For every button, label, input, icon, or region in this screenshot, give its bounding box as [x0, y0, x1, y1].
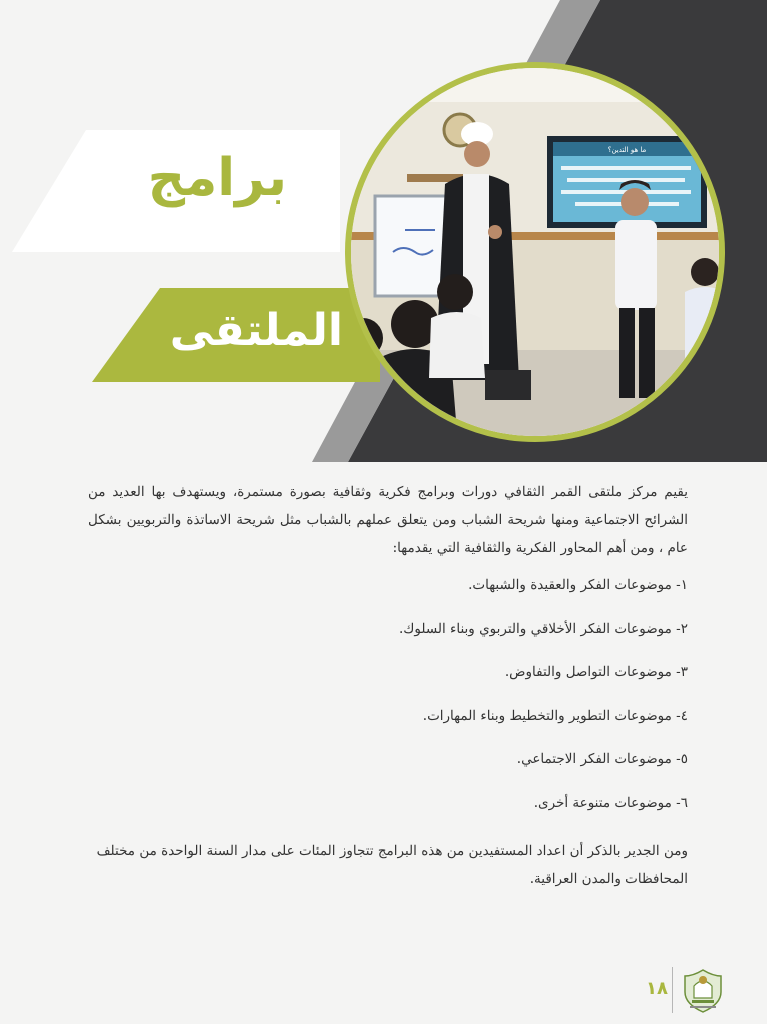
footer-divider: [672, 967, 673, 1013]
closing-paragraph: ومن الجدير بالذكر أن اعداد المستفيدين من هذه البرامج تتجاوز المئات على مدار السنة الواحدة من مختلف المحافظات والمدن العراقية.: [96, 843, 688, 887]
title-multaqa: الملتقى: [169, 305, 343, 356]
list-item: ١- موضوعات الفكر والعقيدة والشبهات.: [468, 577, 688, 593]
body-text: [88, 478, 688, 893]
intro-paragraph: يقيم مركز ملتقى القمر الثقافي دورات وبرامج فكرية وثقافية بصورة مستمرة، ويستهدف بها العديد من الشرائح الاجتماعية ومنها شريحة الشباب ومن يتعلق عملهم بالشباب مثل شريحة الاساتذة والتربويين بشكل عام ، ومن أهم المحاور الفكرية والثقافية التي يقدمها:: [88, 484, 688, 556]
photo-illustration: [345, 62, 725, 442]
list-item: ٤- موضوعات التطوير والتخطيط وبناء المهارات.: [422, 707, 688, 724]
list-item: ٣- موضوعات التواصل والتفاوض.: [504, 664, 688, 680]
list-item: ٦- موضوعات متنوعة أخرى.: [533, 794, 688, 811]
screen-title: ما هو التدين؟: [607, 146, 647, 154]
page-number: ١٨: [646, 978, 668, 999]
list-item: ٥- موضوعات الفكر الاجتماعي.: [516, 751, 688, 767]
list-item: ٢- موضوعات الفكر الأخلاقي والتربوي وبناء السلوك.: [398, 620, 688, 637]
classroom-photo: [345, 62, 725, 442]
center-logo-icon: [680, 966, 726, 1014]
title-programs: برامج: [147, 148, 287, 208]
